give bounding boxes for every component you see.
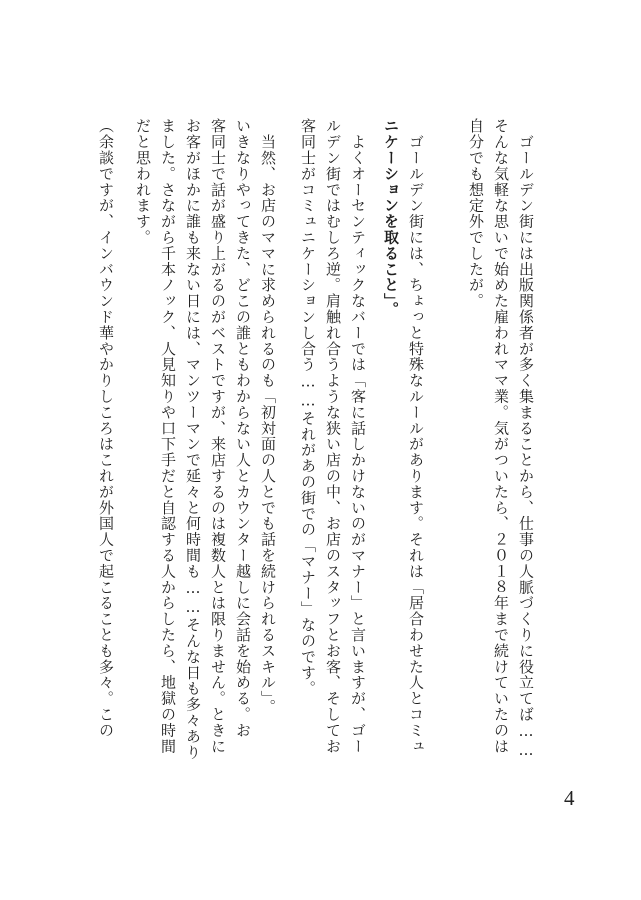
page-number: 4 <box>564 786 575 810</box>
text-column: そんな気軽な思いで始めた雇われママ業。気がついたら、２０１８年まで続けていたのは <box>492 118 510 754</box>
text-column: ルデン街ではむしろ逆。肩触れ合うような狭い店の中、お店のスタッフとお客、そしてお <box>324 118 342 754</box>
text-column: ゴールデン街には出版関係者が多く集まることから、仕事の人脈づくりに役立てば…… <box>517 118 535 760</box>
text-column: よくオーセンティックなバーでは「客に話しかけないのがマナー」と言いますが、ゴー <box>349 118 367 754</box>
text-column: 客同士で話が盛り上がるのがベストですが、来店するのは複数人とは限りません。ときに <box>209 118 227 754</box>
text-column: ました。さながら千本ノック、人見知りや口下手だと自認する人からしたら、地獄の時間 <box>159 118 177 754</box>
text-column: 当然、お店のママに求められるのも「初対面の人とでも話を続けられるスキル」。 <box>259 118 277 715</box>
emphasis-column: ニケーションを取ること」。 <box>382 118 400 318</box>
text-column: お客がほかに誰も来ない日には、マンツーマンで延々と何時間も……そんな日も多々あり <box>184 118 202 760</box>
text-column: だと思われます。 <box>134 118 152 246</box>
text-column: 自分でも想定外でしたが。 <box>467 118 485 309</box>
text-column: 客同士がコミュニケーションし合う……それがあの街での「マナー」なのです。 <box>299 118 317 697</box>
text-column: ゴールデン街には、ちょっと特殊なルールがあります。それは「居合わせた人とコミュ <box>407 118 425 754</box>
text-column: いきなりやってきた、どこの誰ともわからない人とカウンター越しに会話を始める。お <box>234 118 252 739</box>
text-column <box>440 118 462 786</box>
text-column: （余談ですが、インバウンド華やかりしころはこれが外国人で起こることも多々。この <box>97 118 115 739</box>
